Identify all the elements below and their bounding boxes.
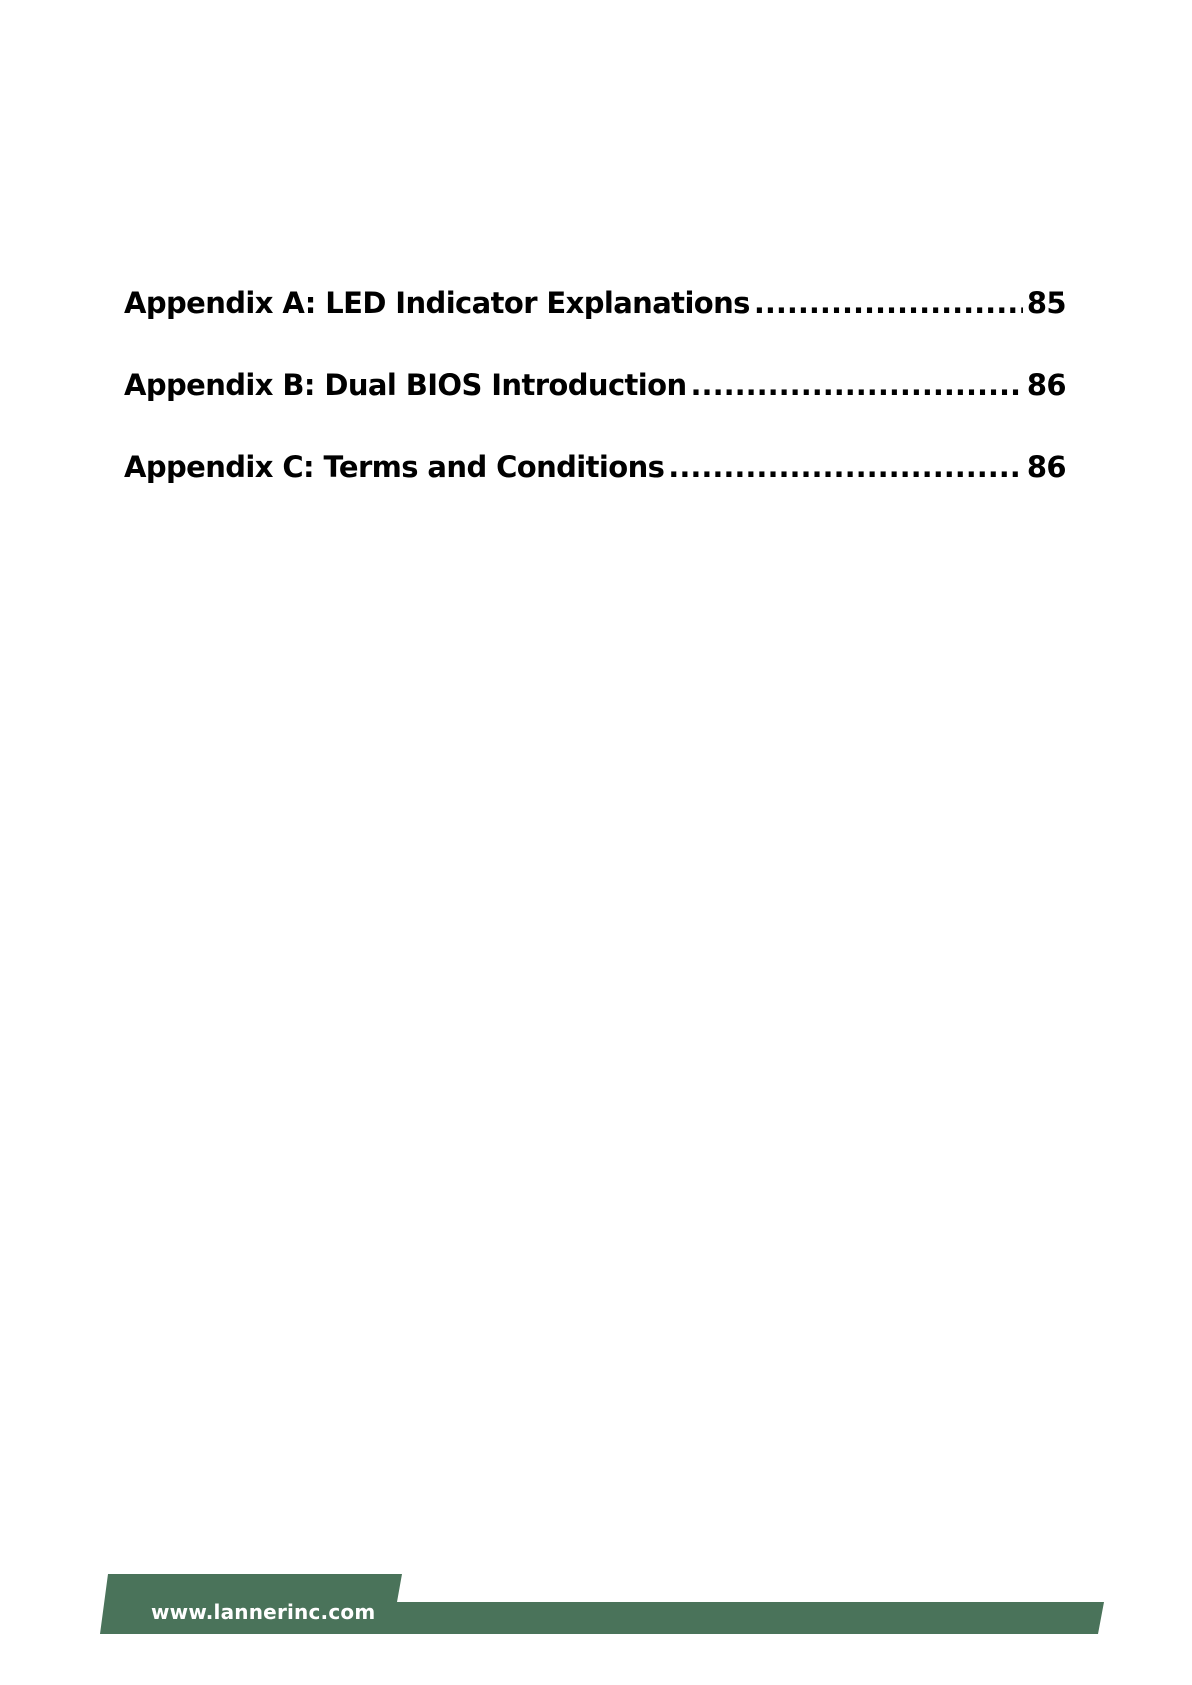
- footer-website-link[interactable]: www.lannerinc.com: [151, 1600, 376, 1624]
- toc-dot-leader: [668, 442, 1023, 492]
- toc-entry-appendix-b[interactable]: [124, 360, 1066, 442]
- toc-entry-title: Appendix A: LED Indicator Explanations: [124, 286, 750, 320]
- toc-entry-title: Appendix C: Terms and Conditions: [124, 450, 665, 484]
- toc-entry-page: 86: [1026, 368, 1066, 402]
- page-footer: [0, 1570, 1192, 1640]
- toc-entry-page: 85: [1026, 286, 1066, 320]
- toc-dot-leader: [691, 360, 1023, 410]
- toc-entry-appendix-c[interactable]: [124, 442, 1066, 524]
- toc-dot-leader: [754, 278, 1023, 328]
- toc-entry-appendix-a[interactable]: [124, 278, 1066, 360]
- toc-entry-title: Appendix B: Dual BIOS Introduction: [124, 368, 687, 402]
- toc-entry-page: 86: [1026, 450, 1066, 484]
- table-of-contents: [124, 278, 1066, 524]
